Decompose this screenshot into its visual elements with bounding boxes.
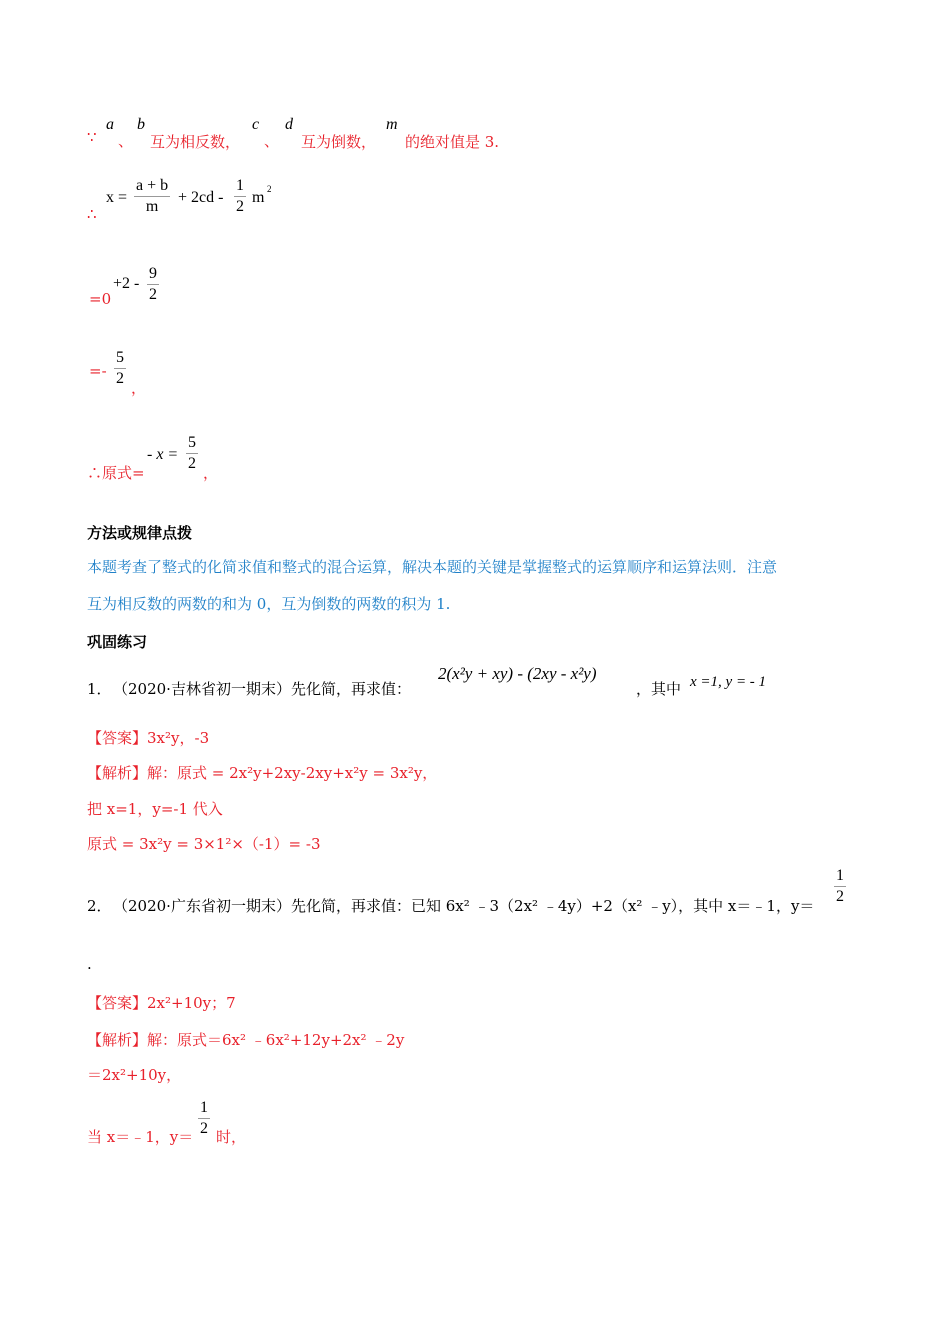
analysis-2-line-1 — [87, 1029, 404, 1050]
answer-2 — [87, 992, 236, 1013]
analysis-1-line-3: 原式 = 3x²y = 3×1²×（-1）= -3 — [87, 835, 321, 853]
eq4-middle: - x = — [147, 446, 179, 463]
separator: 、 — [264, 132, 280, 150]
premise-text-3: 的绝对值是 3. — [405, 133, 500, 151]
fraction-five-half: $\frac{5}{2}$ — [116, 349, 124, 387]
premise-text-1: 互为相反数， — [150, 133, 241, 151]
analysis-text: 解：原式＝6x² ﹣6x²+12y+2x² ﹣2y — [147, 1031, 405, 1049]
comma: ， — [131, 379, 147, 397]
var-m: m — [386, 116, 398, 133]
eq4-prefix: ∴原式= — [87, 464, 145, 482]
fraction-five-half: $\frac{5}{2}$ — [188, 434, 196, 472]
fraction-one-half: $\frac{1}{2}$ — [236, 177, 244, 215]
analysis-label: 【解析】 — [87, 764, 148, 782]
var-c: c — [252, 116, 260, 133]
eq1-exponent: 2 — [267, 184, 272, 194]
answer-value: 2x²+10y；7 — [147, 994, 236, 1012]
fraction-one-half: $\frac{1}{2}$ — [200, 1099, 208, 1137]
question-2-period: . — [87, 955, 92, 973]
eq1-lhs: x = — [106, 189, 128, 206]
comma: ， — [203, 464, 219, 482]
analysis-2-line-2: ＝2x²+10y， — [87, 1066, 182, 1084]
analysis-1-line-2: 把 x=1，y=-1 代入 — [87, 800, 223, 818]
because-symbol: ∵ — [87, 128, 97, 146]
premise-text-2: 互为倒数， — [301, 133, 377, 151]
therefore-symbol: ∴ — [87, 205, 97, 223]
answer-1 — [87, 727, 209, 748]
question-number: 2． — [87, 897, 112, 915]
question-condition: x =1, y = - 1 — [690, 674, 767, 690]
answer-label: 【答案】 — [87, 994, 148, 1012]
question-number: 1． — [87, 680, 112, 698]
question-text: （2020·广东省初一期末）先化简，再求值：已知 6x² ﹣3（2x² ﹣4y）+2（x² ﹣y），其中 x＝﹣1，y＝ — [113, 897, 815, 915]
eq3-prefix: =- — [89, 362, 107, 380]
analysis-text: 时， — [216, 1128, 247, 1146]
method-line-2: 互为相反数的两数的和为 0，互为倒数的两数的积为 1. — [87, 595, 451, 613]
answer-label: 【答案】 — [87, 729, 148, 747]
separator: 、 — [118, 132, 134, 150]
var-b: b — [137, 116, 145, 133]
answer-value: 3x²y，-3 — [147, 729, 210, 747]
analysis-label: 【解析】 — [87, 1031, 148, 1049]
practice-heading: 巩固练习 — [87, 633, 148, 651]
analysis-text: 解：原式 = 2x²y+2xy-2xy+x²y = 3x²y， — [147, 764, 438, 782]
question-condition-label: ，其中 — [636, 680, 682, 698]
eq2-prefix: =0 — [89, 290, 112, 308]
var-a: a — [106, 116, 114, 133]
eq1-middle: + 2cd - — [178, 189, 224, 206]
fraction-nine-half: $\frac{9}{2}$ — [149, 265, 157, 303]
analysis-1-line-1 — [87, 762, 437, 783]
analysis-text: 当 x＝﹣1，y＝ — [87, 1128, 194, 1146]
fraction-one-half: $\frac{1}{2}$ — [836, 867, 844, 905]
method-heading: 方法或规律点拨 — [87, 524, 193, 542]
var-d: d — [285, 116, 293, 133]
question-text: （2020·吉林省初一期末）先化简，再求值： — [113, 680, 411, 698]
question-expression: 2(x²y + xy) - (2xy - x²y) — [438, 664, 597, 683]
method-line-1: 本题考查了整式的化简求值和整式的混合运算，解决本题的关键是掌握整式的运算顺序和运算法则．注意 — [87, 558, 778, 576]
fraction-a-plus-b-over-m: $\frac{a + b}{m}$ — [136, 177, 169, 215]
eq2-middle: +2 - — [113, 275, 140, 292]
eq1-m: m — [252, 189, 265, 206]
